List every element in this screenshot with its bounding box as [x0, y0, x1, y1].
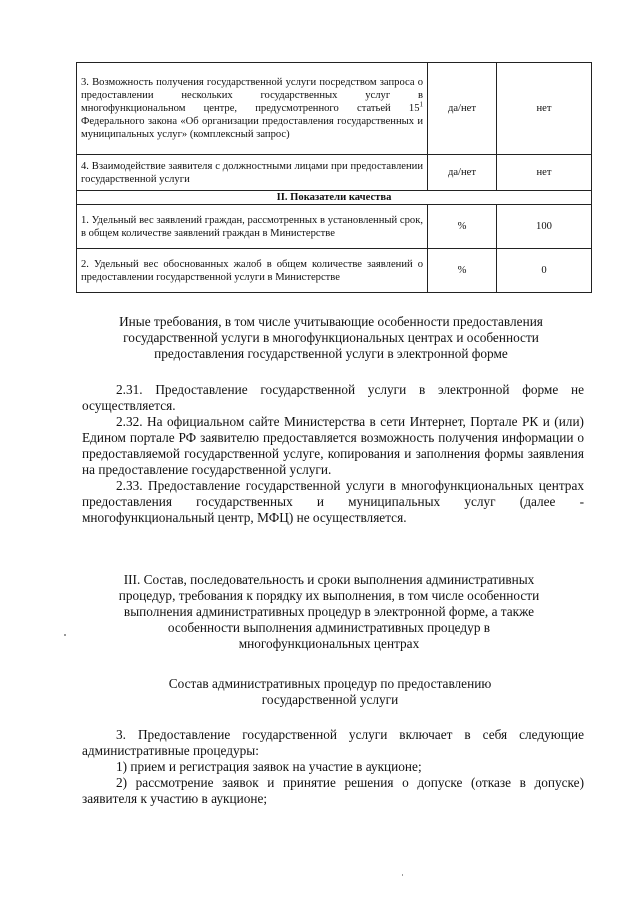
section-title: II. Показатели качества — [77, 191, 592, 205]
table-row — [77, 63, 592, 155]
scan-speck — [402, 874, 403, 876]
table-cell-indicator: 1. Удельный вес заявлений граждан, рассмотренных в установленный срок, в общем количестве заявлений граждан в Министерстве — [77, 205, 428, 249]
table-cell-indicator: 4. Взаимодействие заявителя с должностными лицами при предоставлении государственной услуги — [77, 155, 428, 191]
scan-speck — [64, 634, 66, 636]
paragraph-2-31: 2.31. Предоставление государственной услуги в электронной форме не осуществляется. — [82, 382, 584, 413]
table-cell-unit: % — [428, 205, 497, 249]
subheading-procedures: Состав административных процедур по предоставлению государственной услуги — [168, 676, 492, 707]
table-cell-unit: да/нет — [428, 155, 497, 191]
paragraph-3: 3. Предоставление государственной услуги включает в себя следующие административные процедуры: — [82, 727, 584, 758]
heading-other-requirements: Иные требования, в том числе учитывающие особенности предоставления государственной услуги в многофункциональных центрах и особенности предоставления государственной услуги в электронной форме — [119, 314, 543, 361]
list-item: 2) рассмотрение заявок и принятие решения о допуске (отказе в допуске) заявителя к участию в аукционе; — [82, 775, 584, 806]
table-row — [77, 205, 592, 249]
table-cell-value: 0 — [497, 249, 592, 293]
table-cell-unit: да/нет — [428, 63, 497, 155]
table-cell-unit: % — [428, 249, 497, 293]
quality-indicators-table — [76, 62, 592, 293]
table-cell-value: нет — [497, 155, 592, 191]
procedures-list — [82, 727, 584, 807]
section-3-title: III. Состав, последовательность и сроки выполнения административных процедур, требования к порядку их выполнения, в том числе особенности выполнения административных процедур в электронной форме, а также особенности выполнения административных процедур в многофункциональных центрах — [118, 572, 540, 651]
table-section-row — [77, 191, 592, 205]
table-row — [77, 155, 592, 191]
paragraphs-231-233 — [82, 382, 584, 526]
table-cell-indicator: 2. Удельный вес обоснованных жалоб в общем количестве заявлений о предоставлении государственной услуги в Министерстве — [77, 249, 428, 293]
paragraph-2-32: 2.32. На официальном сайте Министерства в сети Интернет, Портале РК и (или) Едином портале РФ заявителю предоставляется возможность получения информации о предоставляемой государственной услуге, копирования и заполнения формы заявления на предоставление государственной услуги. — [82, 414, 584, 477]
paragraph-2-33: 2.33. Предоставление государственной услуги в многофункциональных центрах предоставления государственных и муниципальных услуг (далее - многофункциональный центр, МФЦ) не осуществляется. — [82, 478, 584, 525]
table-cell-value: 100 — [497, 205, 592, 249]
list-item: 1) прием и регистрация заявок на участие в аукционе; — [116, 759, 422, 774]
table-cell-value: нет — [497, 63, 592, 155]
table-row — [77, 249, 592, 293]
table-cell-indicator: 3. Возможность получения государственной услуги посредством запроса о предоставлении нескольких государственных услуг в многофункциональном центре, предусмотренного статьей $15^1$ Федерального закона «Об организации предоставления государственных и муниципальных услуг» (комплексный запрос) — [77, 63, 428, 155]
